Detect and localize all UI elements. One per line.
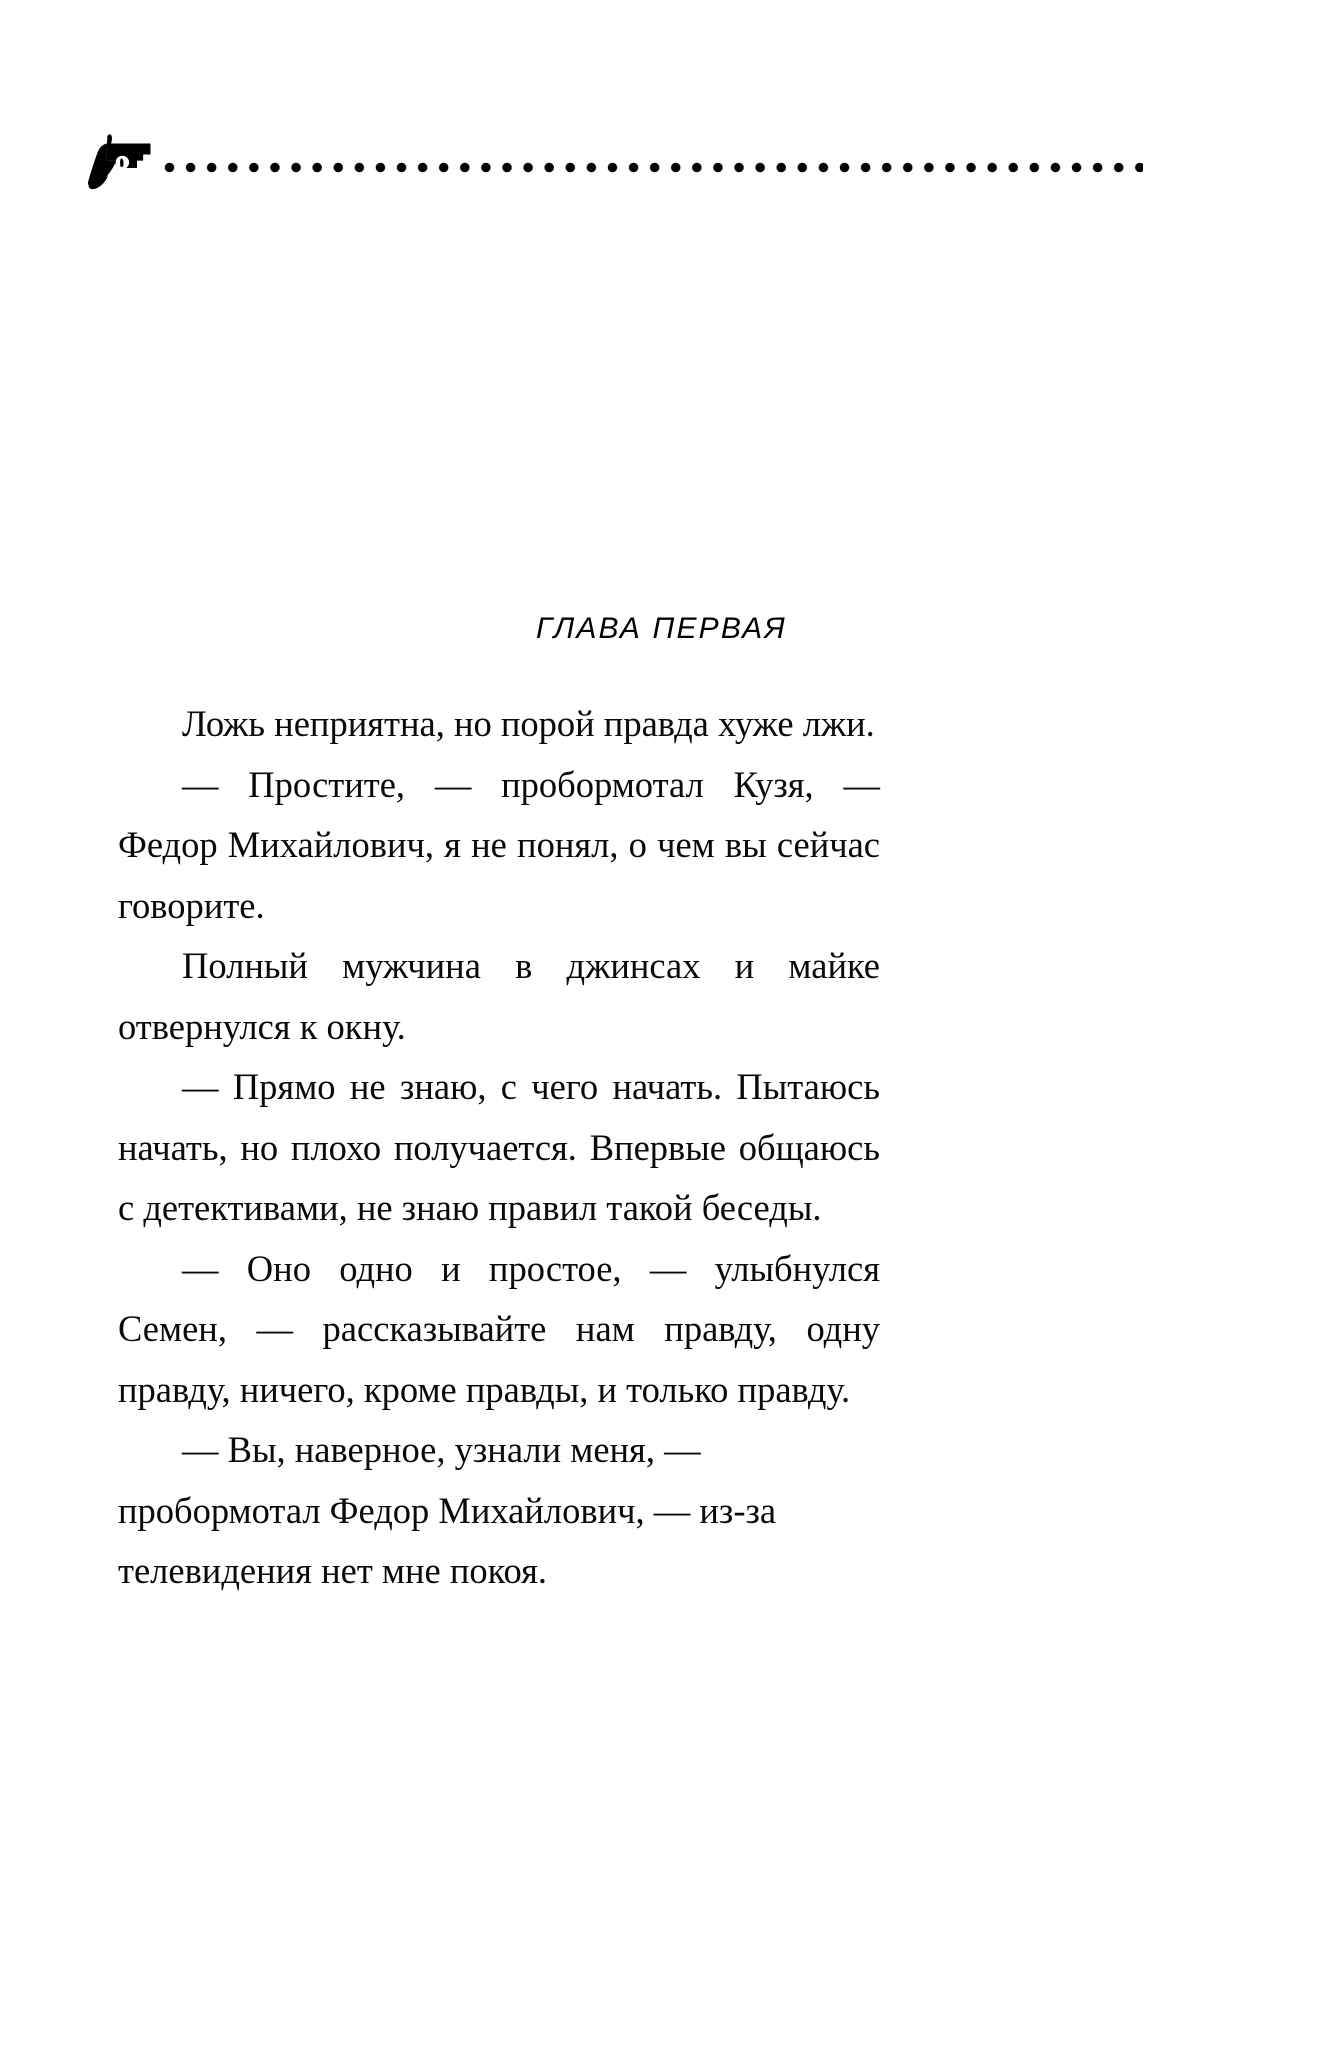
paragraph: — Прямо не знаю, с чего начать. Пытаюсь начать, но плохо получается. Впервые общаюсь с детективами, не знаю правил такой беседы. [118, 1066, 880, 1228]
header-ornament [78, 118, 1143, 190]
revolver-icon [78, 130, 152, 190]
paragraph: Ложь неприятна, но порой правда хуже лжи. [182, 703, 875, 744]
paragraph: — Вы, наверное, узнали меня, — пробормотал Федор Михайлович, — из-за телевидения нет мне покоя. [118, 1429, 777, 1591]
chapter-heading: ГЛАВА ПЕРВАЯ [536, 612, 787, 645]
body-text [118, 694, 880, 1602]
dotted-rule-divider [164, 130, 1143, 190]
dotted-rule-dots [164, 162, 1143, 173]
paragraph: Полный мужчина в джинсах и майке отвернулся к окну. [118, 945, 880, 1047]
paragraph: — Оно одно и простое, — улыбнулся Семен, — рассказывайте нам правду, одну правду, ничего, кроме правды, и только правду. [118, 1247, 880, 1410]
paragraph: — Простите, — пробормотал Кузя, — Федор Михайлович, я не понял, о чем вы сейчас говорите. [118, 763, 880, 926]
